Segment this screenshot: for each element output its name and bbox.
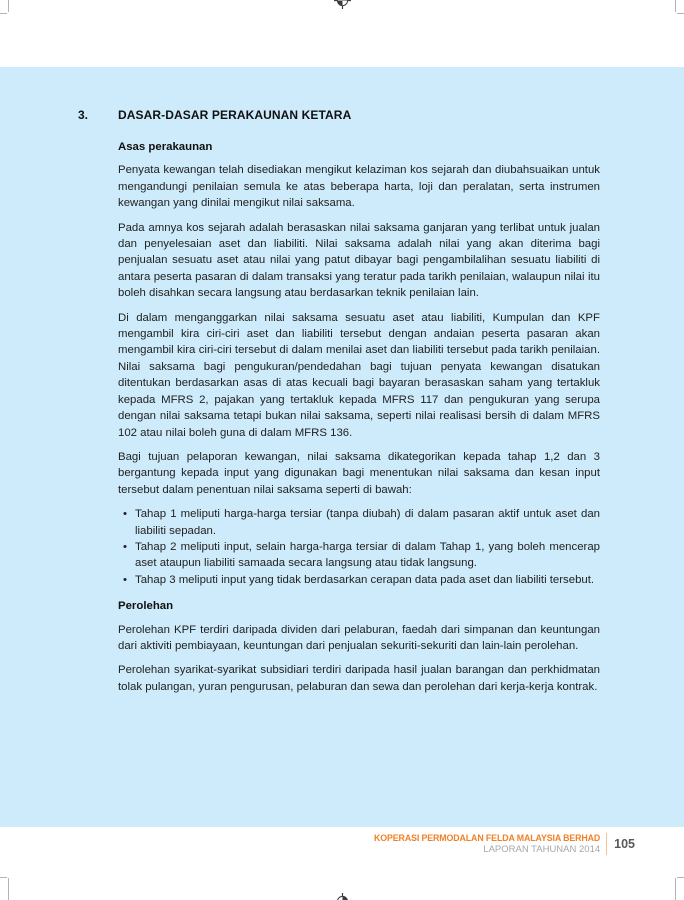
paragraph: Perolehan syarikat-syarikat subsidiari terdiri daripada hasil jualan barangan dan perkhidmatan tolak pulangan, yuran pengurusan, pelaburan dan sewa dan perolehan dari kerja-kerja kontrak. [118, 664, 600, 693]
list-item [118, 572, 600, 588]
paragraph: Pada amnya kos sejarah adalah berasaskan nilai saksama ganjaran yang terlibat untuk jualan dan penyelesaian aset dan liabiliti. Nilai saksama adalah nilai yang akan diterima bagi penjualan sesuatu aset atau nilai yang patut dibayar bagi pengambilalihan sesuatu liabiliti di antara peserta pasaran di dalam transaksi yang teratur pada tarikh penilaian, walaupun nilai itu boleh disahkan secara langsung atau berdasarkan teknik penilaian lain. [118, 221, 600, 300]
paragraph: Penyata kewangan telah disediakan mengikut kelaziman kos sejarah dan diubahsuaikan untuk mengandungi penilaian semula ke atas beberapa harta, loji dan peralatan, serta instrumen kewangan yang dinilai mengikut nilai saksama. [118, 164, 600, 210]
crop-mark-bottom-left [8, 878, 9, 900]
paragraph: Bagi tujuan pelaporan kewangan, nilai saksama dikategorikan kepada tahap 1,2 dan 3 bergantung kepada input yang digunakan bagi menentukan nilai saksama dan kesan input tersebut dalam penentuan nilai saksama seperti di bawah: [118, 450, 600, 496]
bullet-icon: • [123, 573, 127, 586]
footer-text-block [374, 833, 600, 855]
bullet-list [118, 506, 600, 588]
crop-mark-top-left [0, 13, 7, 14]
crop-mark-top-left [8, 0, 9, 12]
section-number: 3. [78, 108, 89, 122]
bullet-text: Tahap 2 meliputi input, selain harga-harga tersiar di dalam Tahap 1, yang boleh mencerap aset ataupun liabiliti samaada secara langsung atau tidak langsung. [135, 540, 600, 570]
crop-mark-bottom-left [0, 877, 7, 878]
section-title: DASAR-DASAR PERAKAUNAN KETARA [118, 108, 352, 122]
bullet-text: Tahap 3 meliputi input yang tidak berdasarkan cerapan data pada aset dan liabiliti tersebut. [135, 573, 595, 586]
registration-mark-icon [334, 893, 351, 900]
section-heading [78, 107, 600, 124]
content-area [0, 67, 684, 827]
page-number: 105 [614, 837, 635, 851]
bullet-icon: • [123, 540, 127, 553]
crop-mark-bottom-right [677, 877, 684, 878]
crop-mark-bottom-right [675, 878, 676, 900]
subsection-heading-asas-perakaunan: Asas perakaunan [118, 141, 213, 153]
footer-divider [606, 833, 607, 855]
crop-mark-top-right [675, 0, 676, 12]
paragraph: Di dalam menganggarkan nilai saksama sesuatu aset atau liabiliti, Kumpulan dan KPF mengambil kira ciri-ciri aset dan liabiliti tersebut dengan andaian peserta pasaran akan mengambil kira ciri-ciri tersebut di dalam menilai aset dan liabiliti tersebut pada tarikh penilaian. Nilai saksama bagi pengukuran/pendedahan bagi tujuan penyata kewangan disatukan ditentukan berdasarkan asas di atas kecuali bagi bayaran berasaskan saham yang tertakluk kepada MFRS 2, pajakan yang tertakluk kepada MFRS 117 dan pengukuran yang serupa dengan nilai saksama tetapi bukan nilai saksama, seperti nilai realisasi bersih di dalam MFRS 102 atau nilai boleh guna di dalam MFRS 136. [118, 311, 600, 439]
bullet-text: Tahap 1 meliputi harga-harga tersiar (tanpa diubah) di dalam pasaran aktif untuk aset dan liabiliti sepadan. [135, 508, 600, 537]
page-footer [0, 833, 635, 855]
footer-company-name: KOPERASI PERMODALAN FELDA MALAYSIA BERHAD [374, 833, 601, 843]
list-item [118, 539, 600, 572]
registration-mark-icon [334, 0, 351, 9]
bullet-icon: • [123, 508, 127, 521]
subsection-heading-perolehan: Perolehan [118, 600, 174, 613]
paragraph: Perolehan KPF terdiri daripada dividen dari pelaburan, faedah dari simpanan dan keuntungan dari aktiviti pembiayaan, keuntungan dari penjualan sekuriti-sekuriti dan lain-lain perolehan. [118, 623, 600, 652]
footer-report-title: LAPORAN TAHUNAN 2014 [483, 844, 601, 855]
crop-mark-top-right [677, 13, 684, 14]
list-item [118, 506, 600, 539]
